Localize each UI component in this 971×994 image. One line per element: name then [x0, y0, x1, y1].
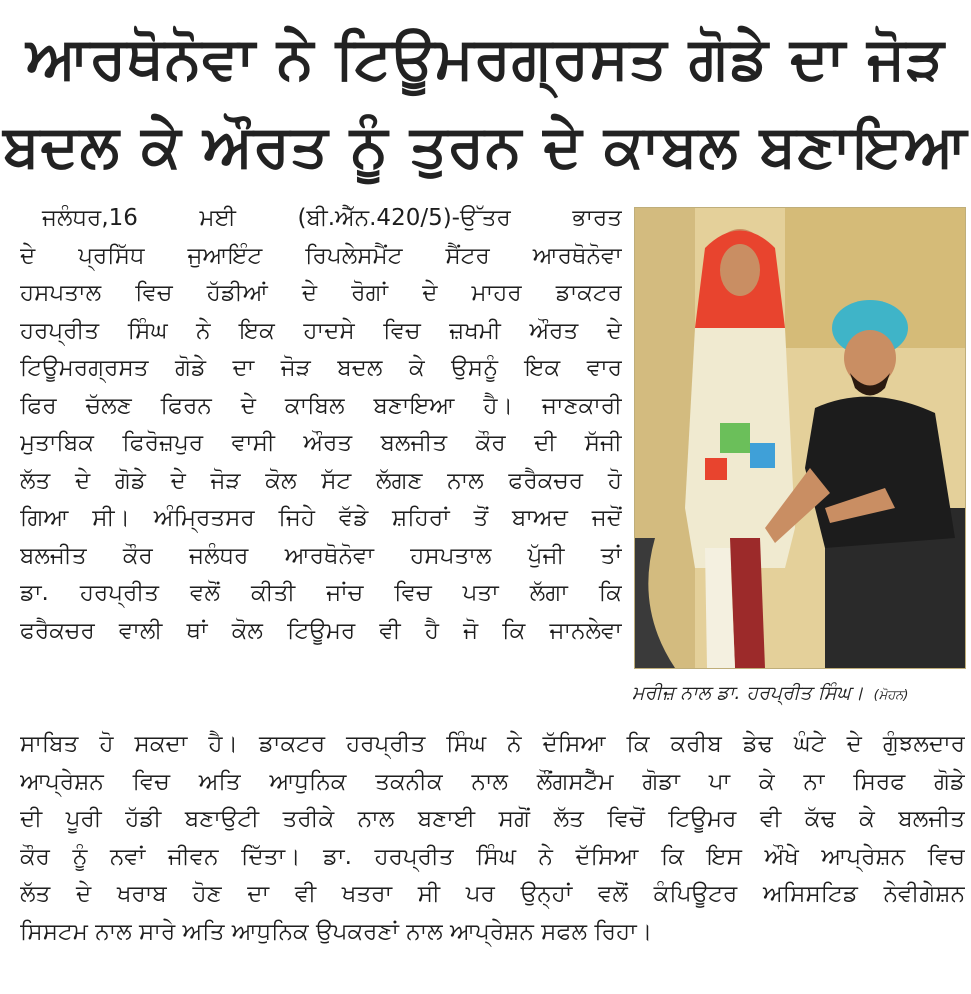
- article-line: ਲੱਤ ਦੇ ਗੋਡੇ ਦੇ ਜੋੜ ਕੋਲ ਸੱਟ ਲੱਗਣ ਨਾਲ ਫਰੈਕਚਰ ਹੋ: [20, 467, 622, 494]
- article-body-full-width: [20, 726, 970, 951]
- article-line: ਫਿਰ ਚੱਲਣ ਫਿਰਨ ਦੇ ਕਾਬਿਲ ਬਣਾਇਆ ਹੈ। ਜਾਣਕਾਰੀ: [20, 392, 622, 419]
- article-line: ਸਾਬਿਤ ਹੋ ਸਕਦਾ ਹੈ। ਡਾਕਟਰ ਹਰਪ੍ਰੀਤ ਸਿੰਘ ਨੇ ਦੱਸਿਆ ਕਿ ਕਰੀਬ ਡੇਢ ਘੰਟੇ ਦੇ ਗੁੰਝਲਦਾਰ: [20, 731, 965, 757]
- headline-line-1: ਆਰਥੋਨੋਵਾ ਨੇ ਟਿਊਮਰਗ੍ਰਸਤ ਗੋਡੇ ਦਾ ਜੋੜ: [26, 24, 945, 92]
- article-line: ਸਿਸਟਮ ਨਾਲ ਸਾਰੇ ਅਤਿ ਆਧੁਨਿਕ ਉਪਕਰਣਾਂ ਨਾਲ ਆਪ੍ਰੇਸ਼ਨ ਸਫਲ ਰਿਹਾ।: [20, 918, 653, 945]
- doctor-with-patient-photo: [635, 208, 965, 668]
- photo-credit: (ਮੋਹਨ): [873, 688, 909, 703]
- photo-caption: [632, 682, 967, 704]
- article-line: ਕੌਰ ਨੂੰ ਨਵਾਂ ਜੀਵਨ ਦਿੱਤਾ। ਡਾ. ਹਰਪ੍ਰੀਤ ਸਿੰਘ ਨੇ ਦੱਸਿਆ ਕਿ ਇਸ ਔਖੇ ਆਪ੍ਰੇਸ਼ਨ ਵਿਚ: [20, 843, 965, 870]
- article-line: ਗਿਆ ਸੀ। ਅੰਮ੍ਰਿਤਸਰ ਜਿਹੇ ਵੱਡੇ ਸ਼ਹਿਰਾਂ ਤੋਂ ਬਾਅਦ ਜਦੋਂ: [20, 505, 622, 531]
- article-line: ਲੱਤ ਦੇ ਖਰਾਬ ਹੋਣ ਦਾ ਵੀ ਖਤਰਾ ਸੀ ਪਰ ਉਨ੍ਹਾਂ ਵਲੋਂ ਕੰਪਿਊਟਰ ਅਸਿਸਟਿਡ ਨੇਵੀਗੇਸ਼ਨ: [20, 881, 965, 907]
- article-line: ਆਪ੍ਰੇਸ਼ਨ ਵਿਚ ਅਤਿ ਆਧੁਨਿਕ ਤਕਨੀਕ ਨਾਲ ਲੌਂਗਸਟੈੱਮ ਗੋਡਾ ਪਾ ਕੇ ਨਾ ਸਿਰਫ ਗੋਡੇ: [20, 768, 965, 795]
- article-line: ਬਲਜੀਤ ਕੌਰ ਜਲੰਧਰ ਆਰਥੋਨੋਵਾ ਹਸਪਤਾਲ ਪੁੱਜੀ ਤਾਂ: [20, 542, 622, 569]
- article-line: ਮੁਤਾਬਿਕ ਫਿਰੋਜ਼ਪੁਰ ਵਾਸੀ ਔਰਤ ਬਲਜੀਤ ਕੌਰ ਦੀ ਸੱਜੀ: [20, 430, 622, 456]
- news-photo: [634, 207, 966, 669]
- article-line: ਟਿਊਮਰਗ੍ਰਸਤ ਗੋਡੇ ਦਾ ਜੋੜ ਬਦਲ ਕੇ ਉਸਨੂੰ ਇਕ ਵਾਰ: [20, 355, 622, 381]
- headline-line-2: ਬਦਲ ਕੇ ਔਰਤ ਨੂੰ ਤੁਰਨ ਦੇ ਕਾਬਲ ਬਣਾਇਆ: [3, 112, 968, 180]
- article-line: ਹਰਪ੍ਰੀਤ ਸਿੰਘ ਨੇ ਇਕ ਹਾਦਸੇ ਵਿਚ ਜ਼ਖਮੀ ਔਰਤ ਦੇ: [20, 317, 622, 344]
- article-line: ਜਲੰਧਰ,16 ਮਈ (ਬੀ.ਐੱਨ.420/5)-ਉੱਤਰ ਭਾਰਤ: [42, 205, 622, 231]
- article-line: ਹਸਪਤਾਲ ਵਿਚ ਹੱਡੀਆਂ ਦੇ ਰੋਗਾਂ ਦੇ ਮਾਹਰ ਡਾਕਟਰ: [20, 280, 622, 306]
- headline: [0, 14, 971, 190]
- article-line: ਦੀ ਪੂਰੀ ਹੱਡੀ ਬਣਾਉਟੀ ਤਰੀਕੇ ਨਾਲ ਬਣਾਈ ਸਗੋਂ ਲੱਤ ਵਿਚੋਂ ਟਿਊਮਰ ਵੀ ਕੱਢ ਕੇ ਬਲਜੀਤ: [20, 806, 965, 832]
- article-line: ਦੇ ਪ੍ਰਸਿੱਧ ਜੁਆਇੰਟ ਰਿਪਲੇਸਮੈਂਟ ਸੈਂਟਰ ਆਰਥੋਨੋਵਾ: [20, 242, 622, 269]
- article-line: ਫਰੈਕਚਰ ਵਾਲੀ ਥਾਂ ਕੋਲ ਟਿਊਮਰ ਵੀ ਹੈ ਜੋ ਕਿ ਜਾਨਲੇਵਾ: [20, 617, 622, 644]
- caption-text: ਮਰੀਜ਼ ਨਾਲ ਡਾ. ਹਰਪ੍ਰੀਤ ਸਿੰਘ।: [632, 682, 864, 704]
- article-line: ਡਾ. ਹਰਪ੍ਰੀਤ ਵਲੋਂ ਕੀਤੀ ਜਾਂਚ ਵਿਚ ਪਤਾ ਲੱਗਾ ਕਿ: [20, 580, 622, 606]
